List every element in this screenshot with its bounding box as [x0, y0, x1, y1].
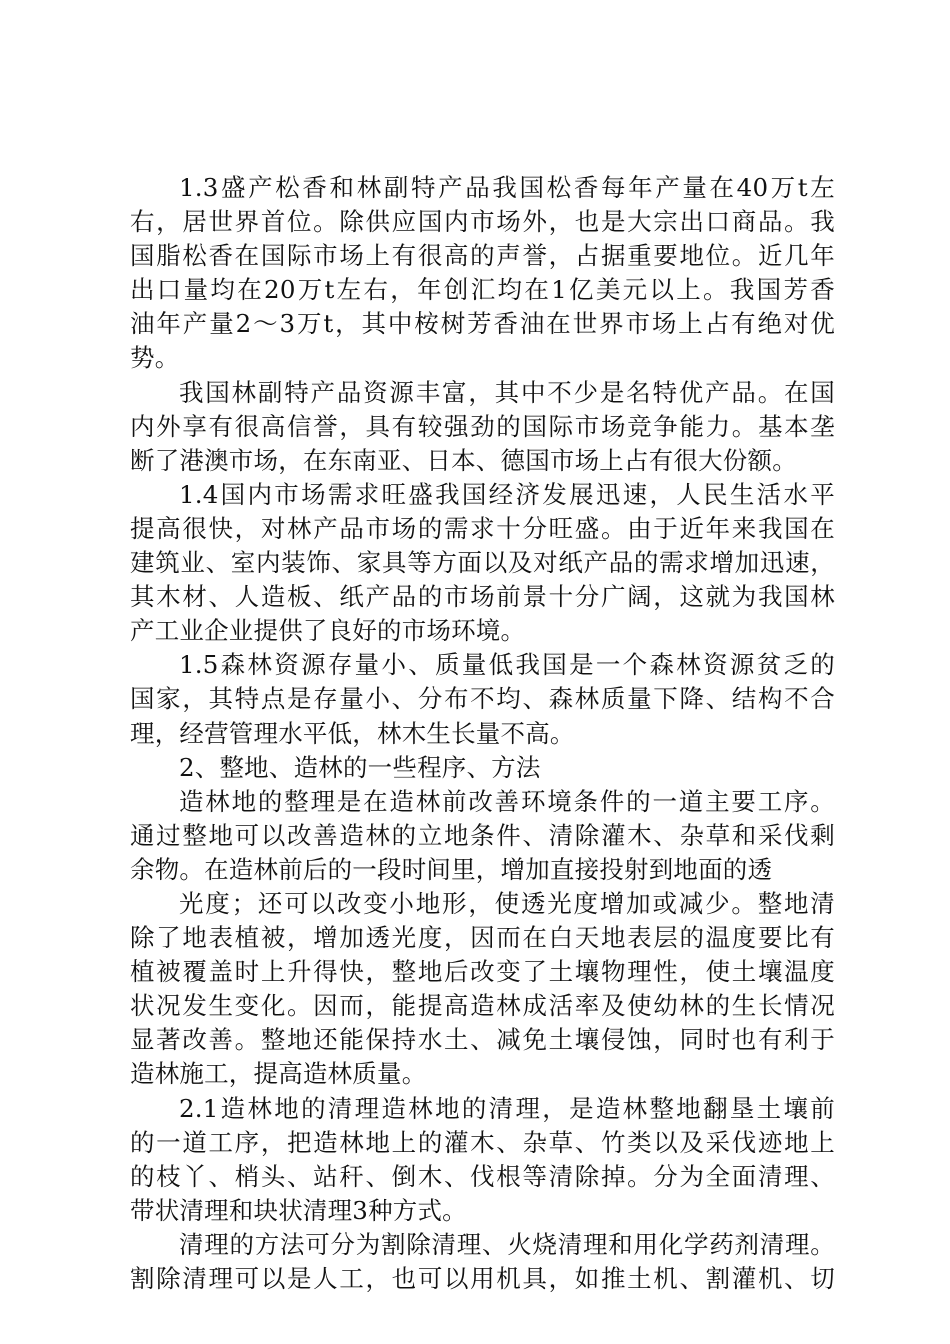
text-line: 国家，其特点是存量小、分布不均、森林质量下降、结构不合 [130, 684, 835, 714]
text-line: 光度；还可以改变小地形，使透光度增加或减少。整地清 [179, 888, 835, 918]
text-line: 1.3盛产松香和林副特产品我国松香每年产量在40万t左 [179, 173, 835, 202]
text-line: 出口量均在20万t左右，年创汇均在1亿美元以上。我国芳香 [130, 275, 835, 305]
text-line: 国脂松香在国际市场上有很高的声誉，占据重要地位。近几年 [130, 241, 835, 271]
text-line: 2、整地、造林的一些程序、方法 [179, 752, 541, 782]
body-text [130, 171, 835, 1296]
text-line: 带状清理和块状清理3种方式。 [130, 1195, 467, 1225]
text-line: 1.5森林资源存量小、质量低我国是一个森林资源贫乏的 [179, 650, 835, 680]
text-line: 其木材、人造板、纸产品的市场前景十分广阔，这就为我国林 [130, 582, 835, 612]
text-line: 断了港澳市场，在东南亚、日本、德国市场上占有很大份额。 [130, 445, 797, 475]
text-line: 势。 [130, 343, 180, 373]
text-line: 状况发生变化。因而，能提高造林成活率及使幼林的生长情况 [130, 991, 835, 1021]
text-line: 造林地的整理是在造林前改善环境条件的一道主要工序。 [179, 786, 835, 816]
text-line: 建筑业、室内装饰、家具等方面以及对纸产品的需求增加迅速， [130, 548, 835, 578]
text-line: 显著改善。整地还能保持水土、减免土壤侵蚀，同时也有利于 [130, 1025, 835, 1055]
text-line: 植被覆盖时上升得快，整地后改变了土壤物理性，使土壤温度 [130, 957, 835, 987]
text-line: 右，居世界首位。除供应国内市场外，也是大宗出口商品。我 [130, 207, 835, 237]
text-line: 割除清理可以是人工，也可以用机具，如推土机、割灌机、切 [130, 1264, 835, 1293]
text-line: 产工业企业提供了良好的市场环境。 [130, 616, 526, 646]
text-line: 2.1造林地的清理造林地的清理，是造林整地翻垦土壤前 [179, 1093, 835, 1123]
text-line: 造林施工，提高造林质量。 [130, 1059, 427, 1089]
text-line: 提高很快，对林产品市场的需求十分旺盛。由于近年来我国在 [130, 513, 835, 543]
text-line: 内外享有很高信誉，具有较强劲的国际市场竞争能力。基本垄 [130, 411, 835, 441]
text-line: 1.4国内市场需求旺盛我国经济发展迅速，人民生活水平 [179, 479, 835, 509]
text-line: 除了地表植被，增加透光度，因而在白天地表层的温度要比有 [130, 923, 835, 953]
text-line: 油年产量2～3万t，其中桉树芳香油在世界市场上占有绝对优 [130, 309, 835, 339]
text-line: 清理的方法可分为割除清理、火烧清理和用化学药剂清理。 [179, 1229, 835, 1259]
text-line: 我国林副特产品资源丰富，其中不少是名特优产品。在国 [179, 377, 835, 407]
text-line: 的枝丫、梢头、站秆、倒木、伐根等清除掉。分为全面清理、 [130, 1161, 835, 1191]
text-line: 通过整地可以改善造林的立地条件、清除灌木、杂草和采伐剩 [130, 820, 835, 850]
text-line: 理，经营管理水平低，林木生长量不高。 [130, 718, 575, 748]
text-line: 的一道工序，把造林地上的灌木、杂草、竹类以及采伐迹地上 [130, 1127, 835, 1157]
text-line: 余物。在造林前后的一段时间里，增加直接投射到地面的透 [130, 854, 773, 884]
